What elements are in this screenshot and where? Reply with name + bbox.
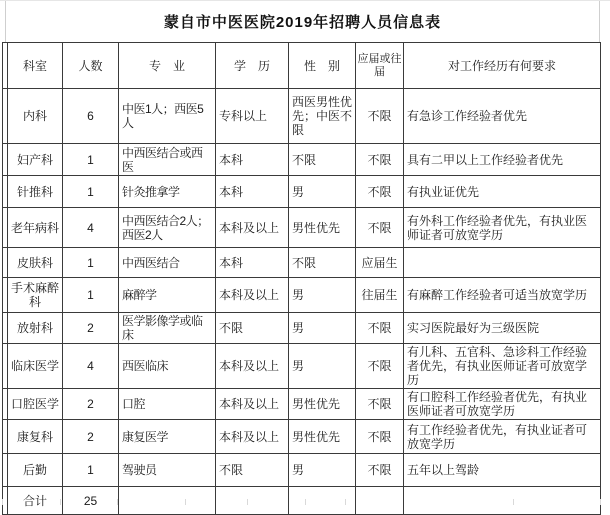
cell-dept: 放射科	[8, 313, 63, 344]
page-title: 蒙自市中医医院2019年招聘人员信息表	[163, 14, 442, 31]
cell-count: 1	[63, 278, 119, 313]
cell-education: 不限	[216, 454, 289, 487]
table-row	[3, 454, 601, 487]
table-header	[3, 43, 601, 89]
title-band	[5, 1, 600, 42]
cell-dept: 康复科	[8, 420, 63, 454]
cell-education: 本科及以上	[216, 344, 289, 389]
cell-requirement: 有执业证优先	[404, 176, 601, 208]
cell-gender: 男	[289, 454, 356, 487]
cell-gender: 西医男性优先；中医不限	[289, 89, 356, 144]
table-row	[3, 208, 601, 248]
recruitment-table	[2, 42, 601, 515]
cell-gender: 男	[289, 176, 356, 208]
cell-education: 本科及以上	[216, 420, 289, 454]
cell-gender: 男性优先	[289, 389, 356, 420]
cell-grad: 往届生	[356, 278, 404, 313]
cell-gender: 男	[289, 344, 356, 389]
sheet-gridline-stub	[513, 499, 514, 505]
cell-major: 医学影像学或临床	[119, 313, 216, 344]
cell-major: 针灸推拿学	[119, 176, 216, 208]
header-major: 专 业	[119, 43, 216, 89]
partial-next-row	[0, 498, 610, 505]
cell-grad: 不限	[356, 313, 404, 344]
sheet-gridline-stub	[600, 499, 601, 505]
sheet-gridline-stub	[185, 499, 186, 505]
sheet-gridline-stub	[2, 499, 3, 505]
cell-gender: 男	[289, 313, 356, 344]
cell-count: 4	[63, 208, 119, 248]
cell-requirement: 有急诊工作经验者优先	[404, 89, 601, 144]
header-education: 学 历	[216, 43, 289, 89]
cell-requirement: 五年以上驾龄	[404, 454, 601, 487]
cell-education: 本科	[216, 176, 289, 208]
cell-dept: 皮肤科	[8, 248, 63, 278]
header-grad: 应届或往届	[356, 43, 404, 89]
cell-dept: 针推科	[8, 176, 63, 208]
cell-grad: 不限	[356, 176, 404, 208]
cell-grad: 不限	[356, 89, 404, 144]
header-requirement: 对工作经历有何要求	[404, 43, 601, 89]
cell-grad: 不限	[356, 454, 404, 487]
table-row	[3, 144, 601, 176]
cell-dept: 后勤	[8, 454, 63, 487]
cell-major: 驾驶员	[119, 454, 216, 487]
table-row	[3, 176, 601, 208]
table-row	[3, 420, 601, 454]
cell-education: 本科及以上	[216, 278, 289, 313]
cell-requirement: 实习医院最好为三级医院	[404, 313, 601, 344]
cell-gender: 男性优先	[289, 420, 356, 454]
cell-gender: 不限	[289, 248, 356, 278]
header-row	[3, 43, 601, 89]
cell-dept: 妇产科	[8, 144, 63, 176]
cell-gender: 男性优先	[289, 208, 356, 248]
sheet-gridline-stub	[60, 499, 61, 505]
cell-requirement: 有外科工作经验者优先，有执业医师证者可放宽学历	[404, 208, 601, 248]
cell-count: 1	[63, 144, 119, 176]
cell-gender: 不限	[289, 144, 356, 176]
cell-dept: 合计	[8, 487, 63, 515]
cell-dept: 内科	[8, 89, 63, 144]
table-row	[3, 278, 601, 313]
cell-major: 中西医结合或西医	[119, 144, 216, 176]
cell-dept: 临床医学	[8, 344, 63, 389]
sheet-gridline-stub	[305, 499, 306, 505]
cell-grad: 不限	[356, 389, 404, 420]
cell-count: 25	[63, 487, 119, 515]
cell-major: 康复医学	[119, 420, 216, 454]
sheet-gridline-stub	[117, 499, 118, 505]
cell-grad: 应届生	[356, 248, 404, 278]
table-row	[3, 313, 601, 344]
cell-count: 4	[63, 344, 119, 389]
cell-count: 6	[63, 89, 119, 144]
cell-gender: 男	[289, 278, 356, 313]
table-row	[3, 89, 601, 144]
table-body	[3, 89, 601, 515]
header-count: 人数	[63, 43, 119, 89]
cell-education: 本科及以上	[216, 389, 289, 420]
cell-dept: 手术麻醉科	[8, 278, 63, 313]
cell-requirement: 有麻醉工作经验者可适当放宽学历	[404, 278, 601, 313]
table-row	[3, 389, 601, 420]
cell-major: 西医临床	[119, 344, 216, 389]
cell-grad: 不限	[356, 144, 404, 176]
cell-grad: 不限	[356, 420, 404, 454]
cell-count: 2	[63, 389, 119, 420]
cell-count: 1	[63, 176, 119, 208]
cell-requirement: 有口腔科工作经验者优先，有执业医师证者可放宽学历	[404, 389, 601, 420]
cell-education: 本科及以上	[216, 208, 289, 248]
cell-major: 麻醉学	[119, 278, 216, 313]
sheet-gridline-stub	[247, 499, 248, 505]
cell-requirement: 有儿科、五官科、急诊科工作经验者优先，有执业医师证者可放宽学历	[404, 344, 601, 389]
cell-education: 专科以上	[216, 89, 289, 144]
cell-major: 中西医结合	[119, 248, 216, 278]
cell-education: 本科	[216, 248, 289, 278]
cell-count: 1	[63, 454, 119, 487]
cell-count: 2	[63, 313, 119, 344]
table-row	[3, 344, 601, 389]
cell-education: 不限	[216, 313, 289, 344]
sheet-gridline-stub	[345, 499, 346, 505]
header-gender: 性 别	[289, 43, 356, 89]
cell-count: 1	[63, 248, 119, 278]
cell-major: 口腔	[119, 389, 216, 420]
cell-requirement	[404, 248, 601, 278]
cell-major: 中医1人；西医5人	[119, 89, 216, 144]
cell-grad: 不限	[356, 344, 404, 389]
table-row	[3, 248, 601, 278]
cell-dept: 老年病科	[8, 208, 63, 248]
cell-requirement: 具有二甲以上工作经验者优先	[404, 144, 601, 176]
cell-dept: 口腔医学	[8, 389, 63, 420]
cell-count: 2	[63, 420, 119, 454]
cell-major: 中西医结合2人；西医2人	[119, 208, 216, 248]
header-dept: 科室	[8, 43, 63, 89]
cell-education: 本科	[216, 144, 289, 176]
cell-requirement: 有工作经验者优先，有执业证者可放宽学历	[404, 420, 601, 454]
cell-grad: 不限	[356, 208, 404, 248]
